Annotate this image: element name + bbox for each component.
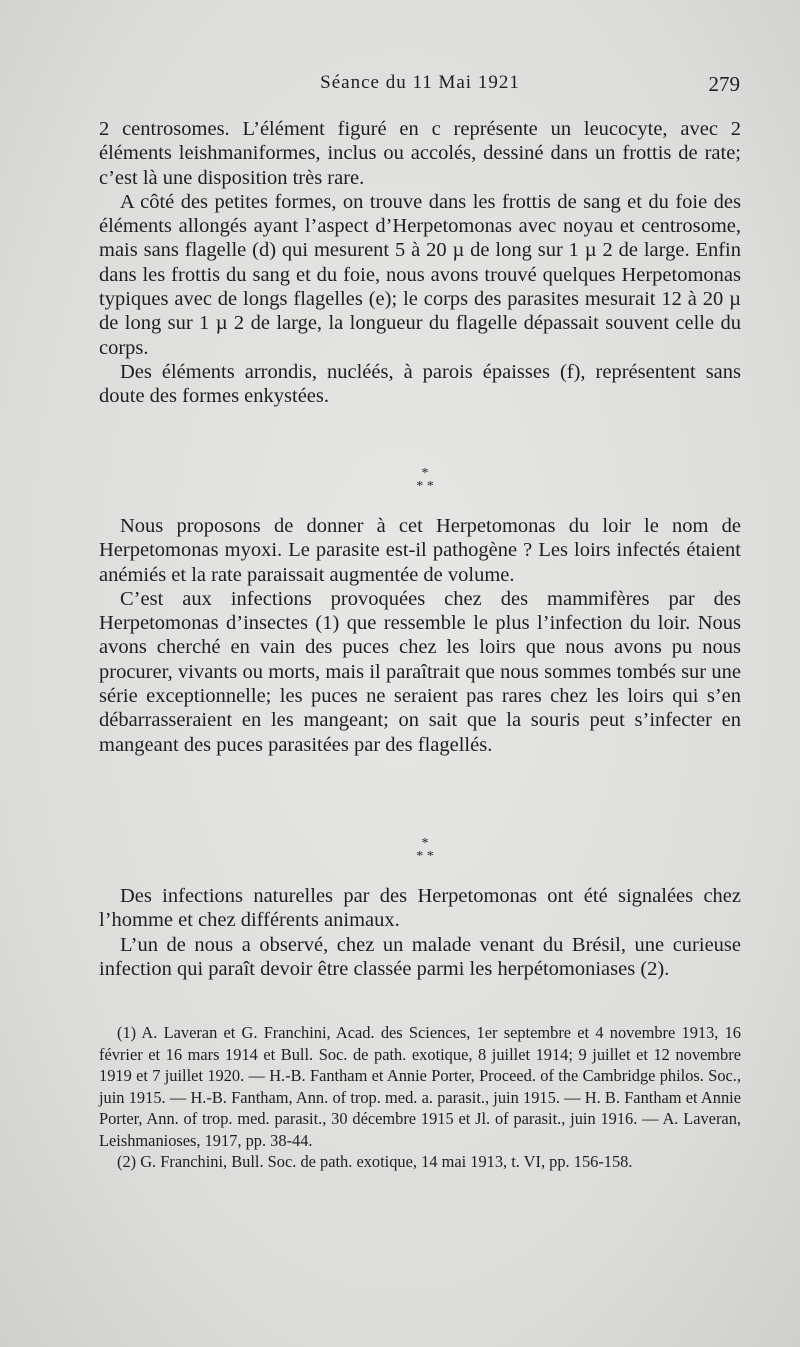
paragraph: A côté des petites formes, on trouve dans les frottis de sang et du foie des éléments allongés ayant l’aspect d’Herpetomonas avec noyau et centrosome, mais sans flagelle (d) qui mesurent 5 à 20 µ de long sur 1 µ 2 de large. Enfin dans les frottis du sang et du foie, nous avons trouvé quelques Herpetomonas typiques avec de longs flagelles (e); le corps des parasites mesurait 12 à 20 µ de long sur 1 µ 2 de large, la longueur du flagelle dépassait souvent celle du corps. — [99, 190, 741, 359]
separator-star-top: * — [421, 836, 429, 851]
paragraph: Des éléments arrondis, nucléés, à parois épaisses (f), représentent sans doute des formes enkystées. — [99, 360, 741, 408]
footnote-1: (1) A. Laveran et G. Franchini, Acad. des Sciences, 1er septembre et 4 novembre 1913, 16 février et 16 mars 1914 et Bull. Soc. de path. exotique, 8 juillet 1914; 9 juillet et 12 novembre 1919 et 7 juillet 1920. — H.-B. Fantham et Annie Porter, Proceed. of the Cambridge philos. Soc., juin 1915. — H.-B. Fantham, Ann. of trop. med. a. parasit., juin 1915. — H. B. Fantham et Annie Porter, Ann. of trop. med. parasit., 30 décembre 1915 et Jl. of parasit., juin 1916. — A. Laveran, Leishmanioses, 1917, pp. 38-44. — [99, 1023, 741, 1150]
section-separator — [395, 837, 455, 863]
section-1 — [99, 117, 741, 409]
running-header — [100, 72, 740, 102]
page-number: 279 — [708, 72, 740, 96]
footnotes — [99, 1022, 741, 1173]
paragraph: Des infections naturelles par des Herpetomonas ont été signalées chez l’homme et chez différents animaux. — [99, 885, 741, 932]
paragraph: Nous proposons de donner à cet Herpetomonas du loir le nom de Herpetomonas myoxi. Le parasite est-il pathogène ? Les loirs infectés étaient anémiés et la rate paraissait augmentée de volume. — [99, 515, 741, 586]
section-3 — [99, 884, 741, 981]
paragraph: C’est aux infections provoquées chez des mammifères par des Herpetomonas d’insectes (1) que ressemble le plus l’infection du loir. Nous avons cherché en vain des puces chez les loirs que nous avons pu nous procurer, vivants ou morts, mais il paraîtrait que nous sommes tombés sur une série exceptionnelle; les puces ne seraient pas rares chez les loirs qui s’en débarrasseraient en les mangeant; on sait que la souris peut s’infecter en mangeant des puces parasitées par des flagellés. — [99, 587, 741, 756]
separator-star-bottom: * * — [416, 479, 434, 494]
separator-star-top: * — [421, 466, 429, 481]
footnote-2: (2) G. Franchini, Bull. Soc. de path. exotique, 14 mai 1913, t. VI, pp. 156-158. — [117, 1152, 633, 1171]
running-title: Séance du 11 Mai 1921 — [320, 72, 520, 93]
separator-star-bottom: * * — [416, 849, 434, 864]
paragraph: 2 centrosomes. L’élément figuré en c représente un leucocyte, avec 2 éléments leishmaniformes, inclus ou accolés, dessiné dans un frottis de rate; c’est là une disposition très rare. — [99, 118, 741, 189]
section-separator — [395, 467, 455, 493]
section-2 — [99, 514, 741, 757]
paragraph: L’un de nous a observé, chez un malade venant du Brésil, une curieuse infection qui paraît devoir être classée parmi les herpétomoniases (2). — [99, 933, 741, 980]
